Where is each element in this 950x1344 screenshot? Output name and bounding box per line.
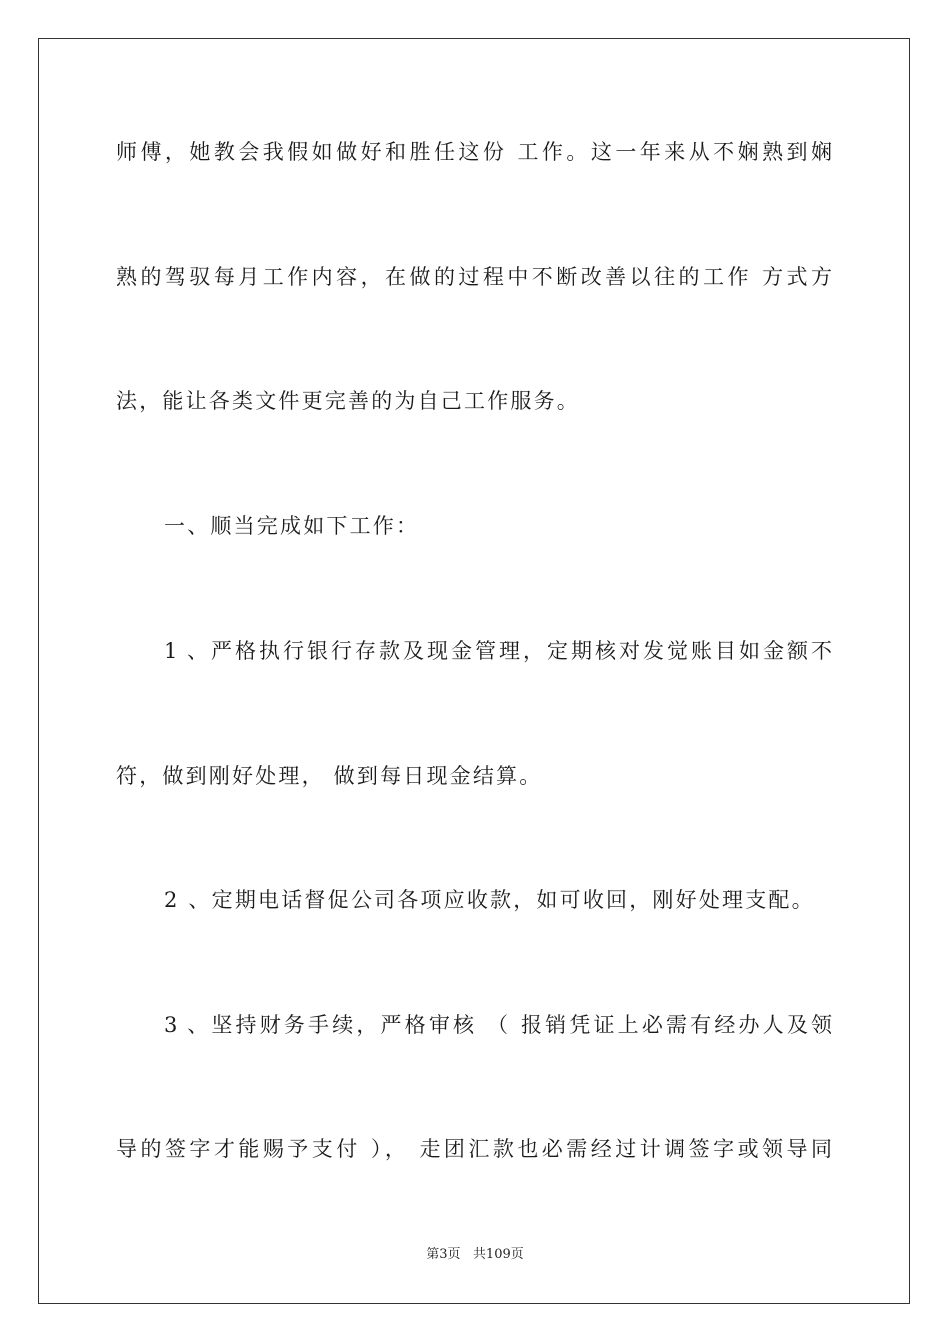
body-line-6: 符，做到刚好处理， 做到每日现金结算。 [116,764,543,788]
page-footer [0,1246,950,1264]
body-line-7: 2 、定期电话督促公司各项应收款，如可收回，刚好处理支配。 [164,888,815,912]
total-pages: 共109页 [472,1247,524,1262]
page-border [38,38,910,1304]
body-line-8: 3 、坚持财务手续，严格审核 （ 报销凭证上必需有经办人及领 [164,1013,832,1037]
page-number: 第3页 [426,1247,461,1262]
body-line-3: 法，能让各类文件更完善的为自己工作服务。 [116,389,580,413]
section-heading: 一、顺当完成如下工作： [164,514,420,538]
body-line-1: 师傅，她教会我假如做好和胜任这份 工作。这一年来从不娴熟到娴 [116,140,832,164]
body-line-5: 1 、严格执行银行存款及现金管理，定期核对发觉账目如金额不 [164,639,832,663]
body-line-2: 熟的驾驭每月工作内容，在做的过程中不断改善以往的工作 方式方 [116,265,832,289]
body-line-9: 导的签字才能赐予支付 ）， 走团汇款也必需经过计调签字或领导同 [116,1137,832,1161]
